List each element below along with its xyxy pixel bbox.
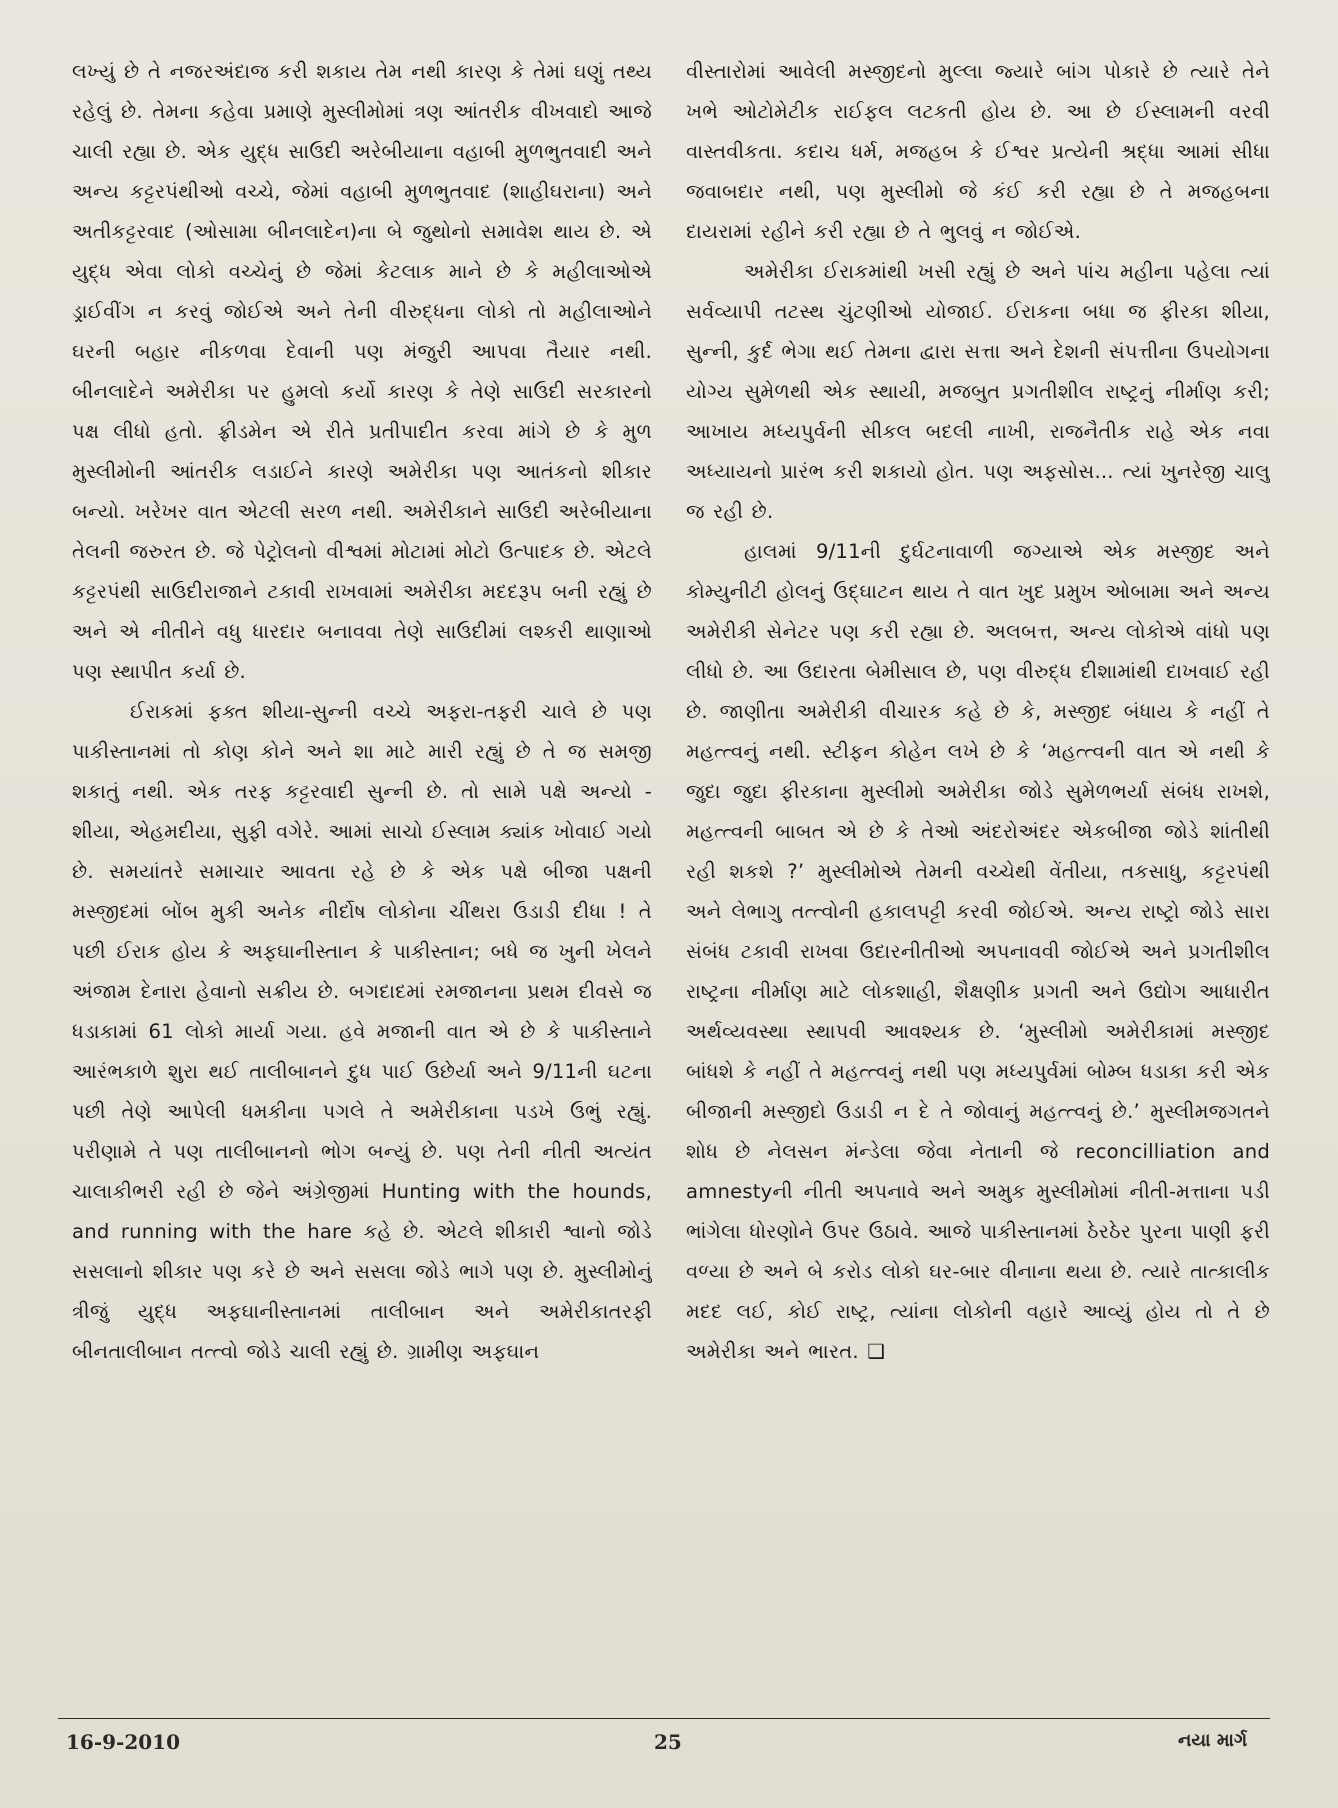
article-column-left <box>72 52 652 1692</box>
article-paragraph: લખ્યું છે તે નજરઅંદાજ કરી શકાય તેમ નથી કારણ કે તેમાં ઘણું તથ્ય રહેલું છે. તેમના કહેવા પ્રમાણે મુસ્લીમોમાં ત્રણ આંતરીક વીખવાદો આજે ચાલી રહ્યા છે. એક યુદ્ધ સાઉદી અરેબીયાના વહાબી મુળભુતવાદી અને અન્ય કટ્ટરપંથીઓ વચ્ચે, જેમાં વહાબી મુળભુતવાદ (શાહીઘરાના) અને અતીકટ્ટરવાદ (ઓસામા બીનલાદેન)ના બે જુથોનો સમાવેશ થાય છે. એ યુદ્ધ એવા લોકો વચ્ચેનું છે જેમાં કેટલાક માને છે કે મહીલાઓએ ડ્રાઈવીંગ ન કરવું જોઈએ અને તેની વીરુદ્ધના લોકો તો મહીલાઓને ઘરની બહાર નીકળવા દેવાની પણ મંજુરી આપવા તૈયાર નથી. બીનલાદેને અમેરીકા પર હુમલો કર્યો કારણ કે તેણે સાઉદી સરકારનો પક્ષ લીધો હતો. ફ્રીડમેન એ રીતે પ્રતીપાદીત કરવા માંગે છે કે મુળ મુસ્લીમોની આંતરીક લડાઈને કારણે અમેરીકા પણ આતંકનો શીકાર બન્યો. ખરેખર વાત એટલી સરળ નથી. અમેરીકાને સાઉદી અરેબીયાના તેલની જરુરત છે. જે પેટ્રોલનો વીશ્વમાં મોટામાં મોટો ઉત્પાદક છે. એટલે કટ્ટરપંથી સાઉદીરાજાને ટકાવી રાખવામાં અમેરીકા મદદરૂપ બની રહ્યું છે અને એ નીતીને વધુ ધારદાર બનાવવા તેણે સાઉદીમાં લશ્કરી થાણાઓ પણ સ્થાપીત કર્યા છે. <box>72 60 652 683</box>
article-column-right <box>686 52 1270 1692</box>
publication-name: નયા માર્ગ <box>1178 1730 1248 1751</box>
end-of-article-mark: ❑ <box>867 1340 886 1363</box>
article-paragraph: ઈરાકમાં ફક્ત શીયા-સુન્ની વચ્ચે અફરા-તફરી ચાલે છે પણ પાકીસ્તાનમાં તો કોણ કોને અને શા માટે મારી રહ્યું છે તે જ સમજી શકાતું નથી. એક તરફ કટ્ટરવાદી સુન્ની છે. તો સામે પક્ષે અન્યો - શીયા, એહમદીયા, સુફી વગેરે. આમાં સાચો ઈસ્લામ ક્યાંક ખોવાઈ ગયો છે. સમયાંતરે સમાચાર આવતા રહે છે કે એક પક્ષે બીજા પક્ષની મસ્જીદમાં બોંબ મુકી અનેક નીર્દોષ લોકોના ચીંથરા ઉડાડી દીધા ! તે પછી ઈરાક હોય કે અફઘાનીસ્તાન કે પાકીસ્તાન; બધે જ ખુની ખેલને અંજામ દેનારા હેવાનો સક્રીય છે. બગદાદમાં રમજાનના પ્રથમ દીવસે જ ધડાકામાં 61 લોકો માર્યા ગયા. હવે મજાની વાત એ છે કે પાકીસ્તાને આરંભકાળે શુરા થઈ તાલીબાનને દુધ પાઈ ઉછેર્યા અને 9/11ની ઘટના પછી તેણે આપેલી ધમકીના પગલે તે અમેરીકાના પડખે ઉભું રહ્યું. પરીણામે તે પણ તાલીબાનનો ભોગ બન્યું છે. પણ તેની નીતી અત્યંત ચાલાકીભરી રહી છે જેને અંગ્રેજીમાં Hunting with the hounds, and running with the hare કહે છે. એટલે શીકારી શ્વાનો જોડે સસલાનો શીકાર પણ કરે છે અને સસલા જોડે ભાગે પણ છે. મુસ્લીમોનું ત્રીજું યુદ્ધ અફઘાનીસ્તાનમાં તાલીબાન અને અમેરીકાતરફી બીનતાલીબાન તત્ત્વો જોડે ચાલી રહ્યું છે. ગ્રામીણ અફઘાન <box>72 700 652 1363</box>
page-number: 25 <box>654 1730 682 1754</box>
issue-date: 16-9-2010 <box>66 1730 181 1754</box>
article-paragraph-text: હાલમાં 9/11ની દુર્ઘટનાવાળી જગ્યાએ એક મસ્જીદ અને કોમ્યુનીટી હોલનું ઉદ્ઘાટન થાય તે વાત ખુદ પ્રમુખ ઓબામા અને અન્ય અમેરીકી સેનેટર પણ કરી રહ્યા છે. અલબત્ત, અન્ય લોકોએ વાંધો પણ લીધો છે. આ ઉદારતા બેમીસાલ છે, પણ વીરુદ્ધ દીશામાંથી દાખવાઈ રહી છે. જાણીતા અમેરીકી વીચારક કહે છે કે, મસ્જીદ બંધાય કે નહીં તે મહત્ત્વનું નથી. સ્ટીફન કોહેન લખે છે કે ‘મહત્ત્વની વાત એ નથી કે જુદા જુદા ફીરકાના મુસ્લીમો અમેરીકા જોડે સુમેળભર્યા સંબંધ રાખશે, મહત્ત્વની બાબત એ છે કે તેઓ અંદરોઅંદર એકબીજા જોડે શાંતીથી રહી શકશે ?’ મુસ્લીમોએ તેમની વચ્ચેથી વેંતીયા, તકસાધુ, કટ્ટરપંથી અને લેભાગુ તત્ત્વોની હકાલપટ્ટી કરવી જોઈએ. અન્ય રાષ્ટ્રો જોડે સારા સંબંધ ટકાવી રાખવા ઉદારનીતીઓ અપનાવવી જોઈએ અને પ્રગતીશીલ રાષ્ટ્રના નીર્માણ માટે લોકશાહી, શૈક્ષણીક પ્રગતી અને ઉદ્યોગ આધારીત અર્થવ્યવસ્થા સ્થાપવી આવશ્યક છે. ‘મુસ્લીમો અમેરીકામાં મસ્જીદ બાંધશે કે નહીં તે મહત્ત્વનું નથી પણ મધ્યપુર્વમાં બોમ્બ ધડાકા કરી એક બીજાની મસ્જીદો ઉડાડી ન દે તે જોવાનું મહત્ત્વનું છે.’ મુસ્લીમજગતને શોધ છે નેલસન મંન્ડેલા જેવા નેતાની જે reconcilliation and amnestyની નીતી અપનાવે અને અમુક મુસ્લીમોમાં નીતી-મત્તાના પડી ભાંગેલા ધોરણોને ઉપર ઉઠાવે. આજે પાકીસ્તાનમાં ઠેરઠેર પુરના પાણી ફરી વળ્યા છે અને બે કરોડ લોકો ઘર-બાર વીનાના થયા છે. ત્યારે તાત્કાલીક મદદ લઈ, કોઈ રાષ્ટ્ર, ત્યાંના લોકોની વહારે આવ્યું હોય તો તે છે અમેરીકા અને ભારત. <box>686 540 1270 1363</box>
article-paragraph: વીસ્તારોમાં આવેલી મસ્જીદનો મુલ્લા જ્યારે બાંગ પોકારે છે ત્યારે તેને ખભે ઓટોમેટીક રાઈફલ લટકતી હોય છે. આ છે ઈસ્લામની વરવી વાસ્તવીકતા. કદાચ ધર્મ, મજહબ કે ઈશ્વર પ્રત્યેની શ્રદ્ધા આમાં સીધા જવાબદાર નથી, પણ મુસ્લીમો જે કંઈ કરી રહ્યા છે તે મજહબના દાયરામાં રહીને કરી રહ્યા છે તે ભુલવું ન જોઈએ. <box>686 60 1270 243</box>
article-paragraph-final <box>686 532 1270 1372</box>
article-paragraph: અમેરીકા ઈરાકમાંથી ખસી રહ્યું છે અને પાંચ મહીના પહેલા ત્યાં સર્વવ્યાપી તટસ્થ ચુંટણીઓ યોજાઈ. ઈરાકના બધા જ ફીરકા શીયા, સુન્ની, કુર્દ ભેગા થઈ તેમના દ્વારા સત્તા અને દેશની સંપત્તીના ઉપયોગના યોગ્ય સુમેળથી એક સ્થાયી, મજબુત પ્રગતીશીલ રાષ્ટ્રનું નીર્માણ કરી; આખાય મધ્યપુર્વની સીકલ બદલી નાખી, રાજનૈતીક રાહે એક નવા અધ્યાયનો પ્રારંભ કરી શકાયો હોત. પણ અફસોસ... ત્યાં ખુનરેજી ચાલુ જ રહી છે. <box>686 260 1270 523</box>
footer-divider <box>58 1718 1270 1719</box>
